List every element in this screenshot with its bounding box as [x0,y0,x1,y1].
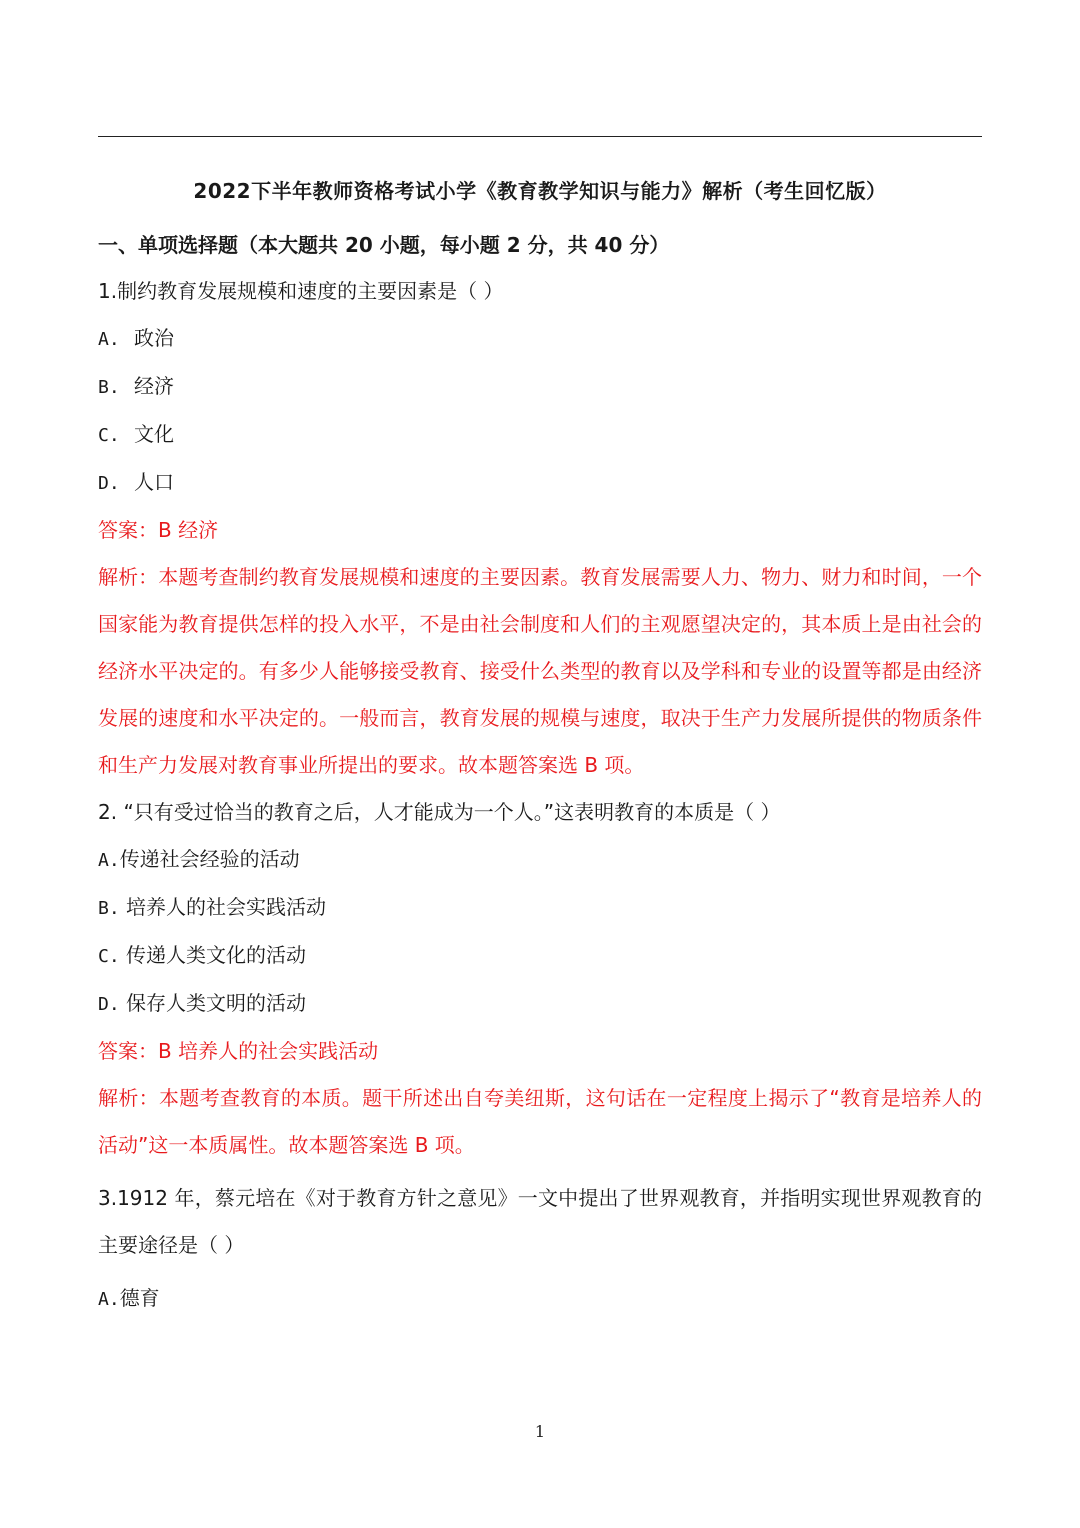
question-1-explanation: 解析：本题考查制约教育发展规模和速度的主要因素。教育发展需要人力、物力、财力和时间，一个国家能为教育提供怎样的投入水平，不是由社会制度和人们的主观愿望决定的，其本质上是由社会的经济水平决定的。有多少人能够接受教育、接受什么类型的教育以及学科和专业的设置等都是由经济发展的速度和水平决定的。一般而言，教育发展的规模与速度，取决于生产力发展所提供的物质条件和生产力发展对教育事业所提出的要求。故本题答案选 B 项。 [98,565,982,777]
question-1-option-a [98,315,982,363]
option-letter: C. [98,946,120,967]
question-1-option-b [98,363,982,411]
option-letter: D. [98,994,120,1015]
question-2-answer: 答案：B 培养人的社会实践活动 [98,1039,379,1063]
question-1-option-c [98,411,982,459]
option-text: 经济 [134,374,174,398]
header-rule [98,136,982,137]
question-2-option-d [98,980,982,1028]
option-letter: B. [98,377,120,398]
option-letter: A. [98,1289,120,1310]
question-3-stem: 3.1912 年，蔡元培在《对于教育方针之意见》一文中提出了世界观教育，并指明实现世界观教育的主要途径是（ ） [98,1186,982,1257]
option-text: 传递社会经验的活动 [119,847,300,871]
option-text: 政治 [134,326,174,350]
question-3-option-a [98,1275,982,1323]
question-2-option-c [98,932,982,980]
option-text: 文化 [134,422,174,446]
option-letter: C. [98,425,120,446]
option-text: 人口 [134,470,174,494]
option-text: 传递人类文化的活动 [126,943,307,967]
document-title: 2022下半年教师资格考试小学《教育教学知识与能力》解析（考生回忆版） [193,179,887,203]
option-text: 德育 [119,1286,160,1310]
question-2-option-a [98,836,982,884]
section-heading: 一、单项选择题（本大题共 20 小题，每小题 2 分，共 40 分） [98,233,670,257]
question-2-option-b [98,884,982,932]
question-2-explanation: 解析：本题考查教育的本质。题干所述出自夸美纽斯，这句话在一定程度上揭示了“教育是培养人的活动”这一本质属性。故本题答案选 B 项。 [98,1086,982,1157]
question-1-answer: 答案：B 经济 [98,518,219,542]
option-letter: A. [98,850,120,871]
page-number: 1 [534,1422,546,1441]
option-letter: D. [98,473,120,494]
question-2-stem: 2. “只有受过恰当的教育之后，人才能成为一个人。”这表明教育的本质是（ ） [98,800,781,824]
option-letter: B. [98,898,120,919]
option-text: 培养人的社会实践活动 [126,895,327,919]
page-content [98,168,982,1323]
question-1-stem: 1.制约教育发展规模和速度的主要因素是（ ） [98,279,504,303]
question-1-option-d [98,459,982,507]
option-text: 保存人类文明的活动 [126,991,307,1015]
option-letter: A. [98,329,120,350]
